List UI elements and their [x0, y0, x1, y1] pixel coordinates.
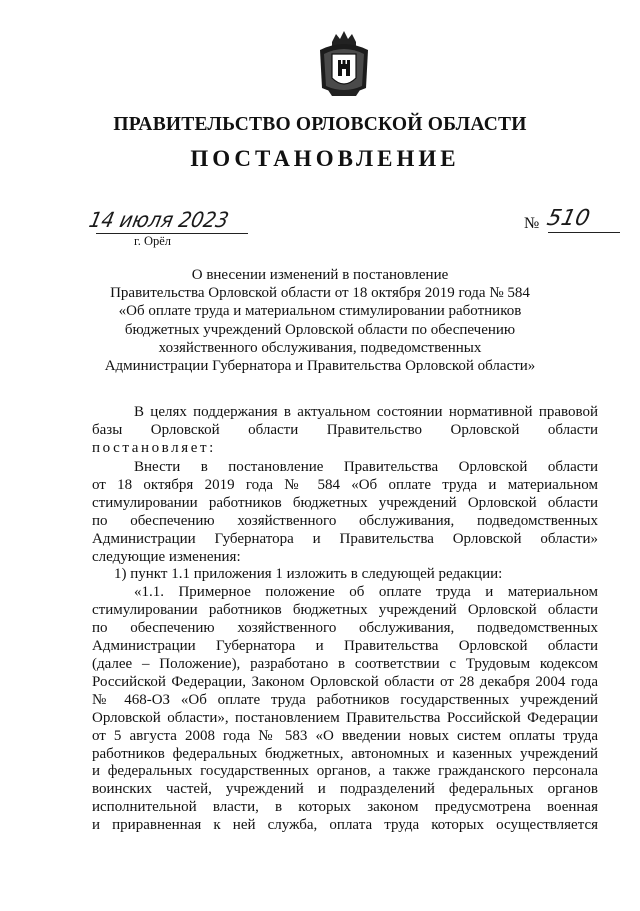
date-block [86, 208, 272, 252]
body-line: Администрации Губернатора и Правительства Орловской области» [92, 530, 598, 547]
preamble-paragraph [92, 404, 598, 458]
body-line: Орловской области», постановлением Правительства Российской Федерации [92, 709, 598, 726]
handwritten-number: 510 [544, 206, 592, 231]
document-type-title: ПОСТАНОВЛЕНИЕ [190, 146, 460, 171]
subject-line: хозяйственного обслуживания, подведомственных [158, 339, 482, 356]
body-line: от 5 августа 2008 года № 583 «О введении новых систем оплаты труда [92, 727, 598, 744]
body-line: Администрации Губернатора и Правительства Орловской области [92, 638, 598, 655]
government-title: ПРАВИТЕЛЬСТВО ОРЛОВСКОЙ ОБЛАСТИ [113, 114, 527, 135]
coat-of-arms-icon [312, 28, 376, 100]
decree-word: постановляет: [92, 439, 216, 456]
body-line: исполнительной власти, в которых законом предусмотрена военная [92, 799, 598, 816]
body-line: «1.1. Примерное положение об оплате труда и материальном [134, 584, 598, 601]
body-line: и приравненная к ней служба, оплата труда которых осуществляется [92, 817, 598, 834]
body-line: стимулировании работников бюджетных учреждений Орловской области [92, 602, 598, 619]
date-underline [96, 233, 248, 234]
subject-line: Правительства Орловской области от 18 октября 2019 года № 584 [110, 285, 530, 302]
document-subject [90, 266, 550, 375]
subject-line: Администрации Губернатора и Правительства Орловской области» [104, 358, 536, 375]
body-line: В целях поддержания в актуальном состоянии нормативной правовой [134, 404, 598, 420]
subject-line: «Об оплате труда и материальном стимулировании работников [118, 303, 522, 320]
body-line: № 468-ОЗ «Об оплате труда работников государственных учреждений [92, 691, 598, 708]
number-block [524, 206, 604, 236]
body-line: и федеральных государственных органов, а также гражданского персонала [92, 763, 598, 780]
body-line: по обеспечению хозяйственного обслуживания, подведомственных [92, 512, 598, 529]
body-line: (далее – Положение), разработано в соответствии с Трудовым кодексом [92, 655, 598, 672]
body-line: по обеспечению хозяйственного обслуживания, подведомственных [92, 620, 598, 637]
handwritten-date: 14 июля 2023 [86, 208, 231, 232]
body-line: работников федеральных бюджетных, автономных и казенных учреждений [92, 745, 598, 762]
body-line: Российской Федерации, Законом Орловской области от 28 декабря 2004 года [92, 673, 598, 690]
subject-line: бюджетных учреждений Орловской области по обеспечению [124, 321, 516, 338]
body-line: следующие изменения: [92, 548, 241, 565]
number-underline [548, 232, 620, 233]
number-sign: № [524, 215, 540, 232]
body-line: от 18 октября 2019 года № 584 «Об оплате труда и материальном [92, 476, 598, 493]
subject-line: О внесении изменений в постановление [191, 267, 449, 283]
city-label: г. Орёл [134, 234, 172, 248]
decree-body [92, 459, 598, 835]
body-line: базы Орловской области Правительство Орловской области [92, 421, 598, 438]
body-line: стимулировании работников бюджетных учреждений Орловской области [92, 494, 598, 511]
body-line: Внести в постановление Правительства Орловской области [134, 459, 598, 475]
body-line: 1) пункт 1.1 приложения 1 изложить в следующей редакции: [114, 566, 503, 583]
body-line: воинских частей, учреждений и подразделений федеральных органов [92, 781, 598, 798]
